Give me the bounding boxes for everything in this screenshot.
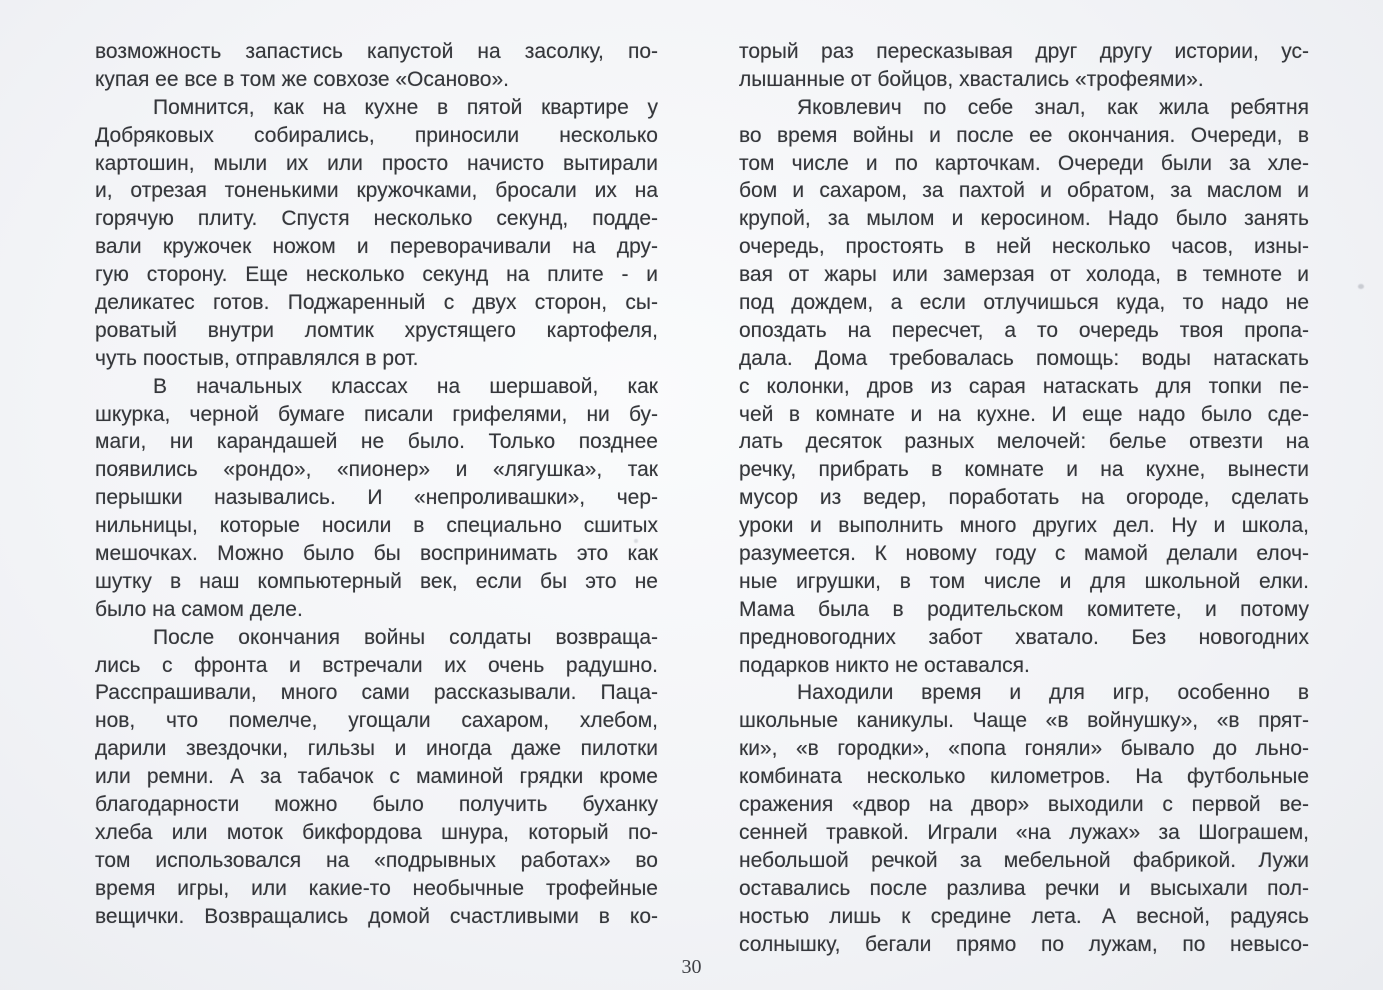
text-line: нов, что помелче, угощали сахаром, хлебом, [95,709,658,733]
text-line: солнышку, бегали прямо по лужам, по невысо- [739,932,1309,956]
text-line: ные игрушки, в том числе и для школьной елки. [739,569,1309,593]
text-line: очередь, простоять в ней несколько часов, изны- [739,235,1309,259]
text-line: Расспрашивали, много сами рассказывали. Паца- [95,681,658,705]
text-line: Добряковых собирались, приносили несколько [95,123,658,147]
text-line: Мама была в родительском комитете, и потому [739,597,1309,621]
text-line: хлеба или моток бикфордова шнура, который по- [95,820,658,844]
text-line: сенней травкой. Играли «на лужах» за Шограшем, [739,820,1309,844]
text-line: деликатес готов. Поджаренный с двух сторон, сы- [95,291,658,315]
text-line: Яковлевич по себе знал, как жила ребятня [797,95,1309,119]
text-line: чей в комнате и на кухне. И еще надо было сде- [739,402,1309,426]
text-line: школьные каникулы. Чаще «в войнушку», «в прят- [739,709,1309,733]
text-line: том числе и по карточкам. Очереди были за хле- [739,151,1309,175]
text-line: с колонки, дров из сарая натаскать для топки пе- [739,374,1309,398]
text-line: под дождем, а если отлучишься куда, то надо не [739,291,1309,315]
scan-speck [634,539,638,543]
text-line: Помнится, как на кухне в пятой квартире у [153,95,658,119]
text-line: дала. Дома требовалась помощь: воды натаскать [739,346,1309,370]
text-line: мешочках. Можно было бы воспринимать это как [95,542,658,566]
text-line: во время войны и после ее окончания. Очереди, в [739,123,1309,147]
text-line: шутку в наш компьютерный век, если бы это не [95,569,658,593]
text-column-right [739,38,1309,958]
text-line: лись с фронта и встречали их очень радушно. [95,653,658,677]
text-line: крупой, за мылом и керосином. Надо было занять [739,207,1309,231]
text-line: вали кружочек ножом и переворачивали на дру- [95,235,658,259]
text-line: купая ее все в том же совхозе «Осаново». [95,67,509,91]
text-line: роватый внутри ломтик хрустящего картофеля, [95,318,658,342]
text-line: вая от жары или замерзая от холода, в темноте и [739,263,1309,287]
text-line: опоздать на пересчет, а то очередь твоя пропа- [739,318,1309,342]
text-line: небольшой речкой за мебельной фабрикой. Лужи [739,848,1309,872]
text-line: возможность запастись капустой на засолку, по- [95,40,658,63]
text-line: ностью лишь к средине лета. А весной, радуясь [739,904,1309,928]
text-line: и, отрезая тоненькими кружочками, бросали их на [95,179,658,203]
text-column-left [95,38,658,931]
text-line: картошин, мыли их или просто начисто вытирали [95,151,658,175]
text-line: речку, прибрать в комнате и на кухне, вынести [739,458,1309,482]
text-line: горячую плиту. Спустя несколько секунд, подде- [95,207,658,231]
text-line: время игры, или какие-то необычные трофейные [95,876,658,900]
text-line: ки», «в городки», «попа гоняли» бывало до льно- [739,737,1309,761]
text-line: Находили время и для игр, особенно в [797,681,1309,705]
text-line: или ремни. А за табачок с маминой грядки кроме [95,765,658,789]
text-line: комбината несколько километров. На футбольные [739,765,1309,789]
text-line: перышки назывались. И «непроливашки», чер- [95,486,658,510]
text-line: было на самом деле. [95,597,303,621]
text-line: мусор из ведер, поработать на огороде, сделать [739,486,1309,510]
text-line: бом и сахаром, за пахтой и обратом, за маслом и [739,179,1309,203]
text-line: сражения «двор на двор» выходили с первой ве- [739,793,1309,817]
text-line: подарков никто не оставался. [739,653,1030,677]
text-line: разумеется. К новому году с мамой делали елоч- [739,542,1309,566]
text-line: дарили звездочки, гильзы и иногда даже пилотки [95,737,658,761]
scan-speck [1358,284,1364,289]
text-line: благодарности можно было получить буханку [95,793,658,817]
text-line: том использовался на «подрывных работах» во [95,848,658,872]
text-line: нильницы, которые носили в специально сшитых [95,514,658,538]
text-line: шкурка, черной бумаге писали грифелями, ни бу- [95,402,658,426]
text-line: После окончания войны солдаты возвраща- [153,625,658,649]
text-line: В начальных классах на шершавой, как [153,374,658,398]
text-line: вещички. Возвращались домой счастливыми в ко- [95,904,658,928]
text-line: чуть поостыв, отправлялся в рот. [95,346,419,370]
text-line: лать десяток разных мелочей: белье отвезти на [739,430,1309,454]
text-line: лышанные от бойцов, хвастались «трофеями». [739,67,1204,91]
text-line: маги, ни карандашей не было. Только позднее [95,430,658,454]
text-line: гую сторону. Еще несколько секунд на плите - и [95,263,658,287]
page-number: 30 [681,956,702,978]
text-line: уроки и выполнить много других дел. Ну и школа, [739,514,1309,538]
text-line: предновогодних забот хватало. Без новогодних [739,625,1309,649]
text-line: торый раз пересказывая друг другу истории, ус- [739,40,1309,63]
text-line: появились «рондо», «пионер» и «лягушка», так [95,458,658,482]
text-line: оставались после разлива речки и высыхали пол- [739,876,1309,900]
